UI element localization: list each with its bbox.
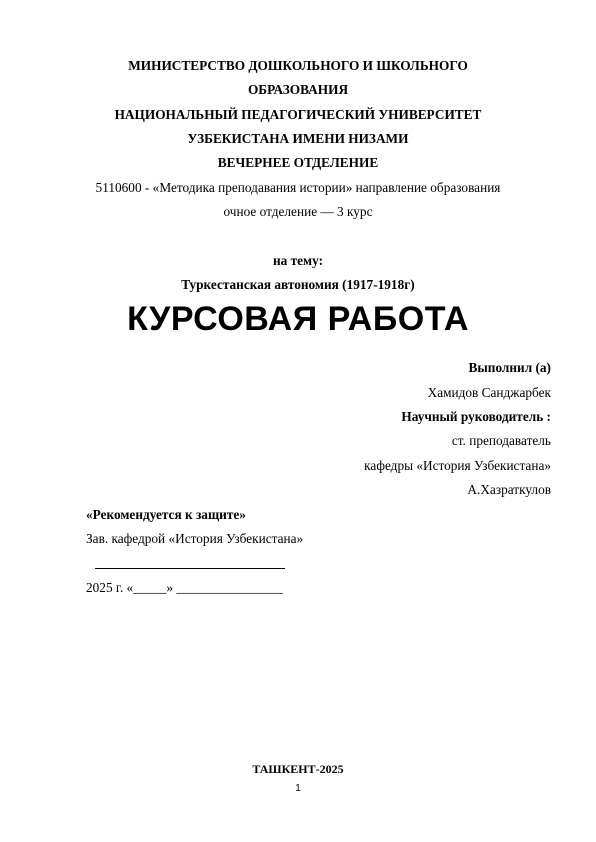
- supervisor-name: А.Хазраткулов: [467, 482, 551, 497]
- study-form-line: очное отделение — 3 курс: [223, 204, 373, 219]
- document-title: КУРСОВАЯ РАБОТА: [127, 300, 469, 338]
- supervisor-position: ст. преподаватель: [451, 433, 551, 448]
- supervisor-label: Научный руководитель :: [401, 409, 551, 424]
- author-label: Выполнил (а): [468, 360, 551, 375]
- department-head: Зав. кафедрой «История Узбекистана»: [86, 531, 304, 546]
- topic-label: на тему:: [272, 253, 324, 268]
- city-year: ТАШКЕНТ-2025: [252, 762, 344, 776]
- approval-label: «Рекомендуется к защите»: [86, 507, 246, 522]
- topic-title: Туркестанская автономия (1917-1918г): [181, 277, 415, 292]
- author-name: Хамидов Санджарбек: [427, 385, 551, 400]
- ministry-line-1: МИНИСТЕРСТВО ДОШКОЛЬНОГО И ШКОЛЬНОГО: [128, 58, 468, 73]
- signature-line: [95, 556, 285, 569]
- page-number: 1: [295, 783, 301, 794]
- department-line: ВЕЧЕРНЕЕ ОТДЕЛЕНИЕ: [217, 155, 379, 170]
- university-line-2: УЗБЕКИСТАНА ИМЕНИ НИЗАМИ: [187, 131, 409, 146]
- university-line-1: НАЦИОНАЛЬНЫЙ ПЕДАГОГИЧЕСКИЙ УНИВЕРСИТЕТ: [114, 107, 482, 122]
- ministry-line-2: ОБРАЗОВАНИЯ: [247, 82, 349, 97]
- program-line: 5110600 - «Методика преподавания истории» направление образования: [95, 180, 501, 195]
- supervisor-department: кафедры «История Узбекистана»: [364, 458, 551, 473]
- approval-date-line: 2025 г. «_____» ________________: [86, 580, 283, 595]
